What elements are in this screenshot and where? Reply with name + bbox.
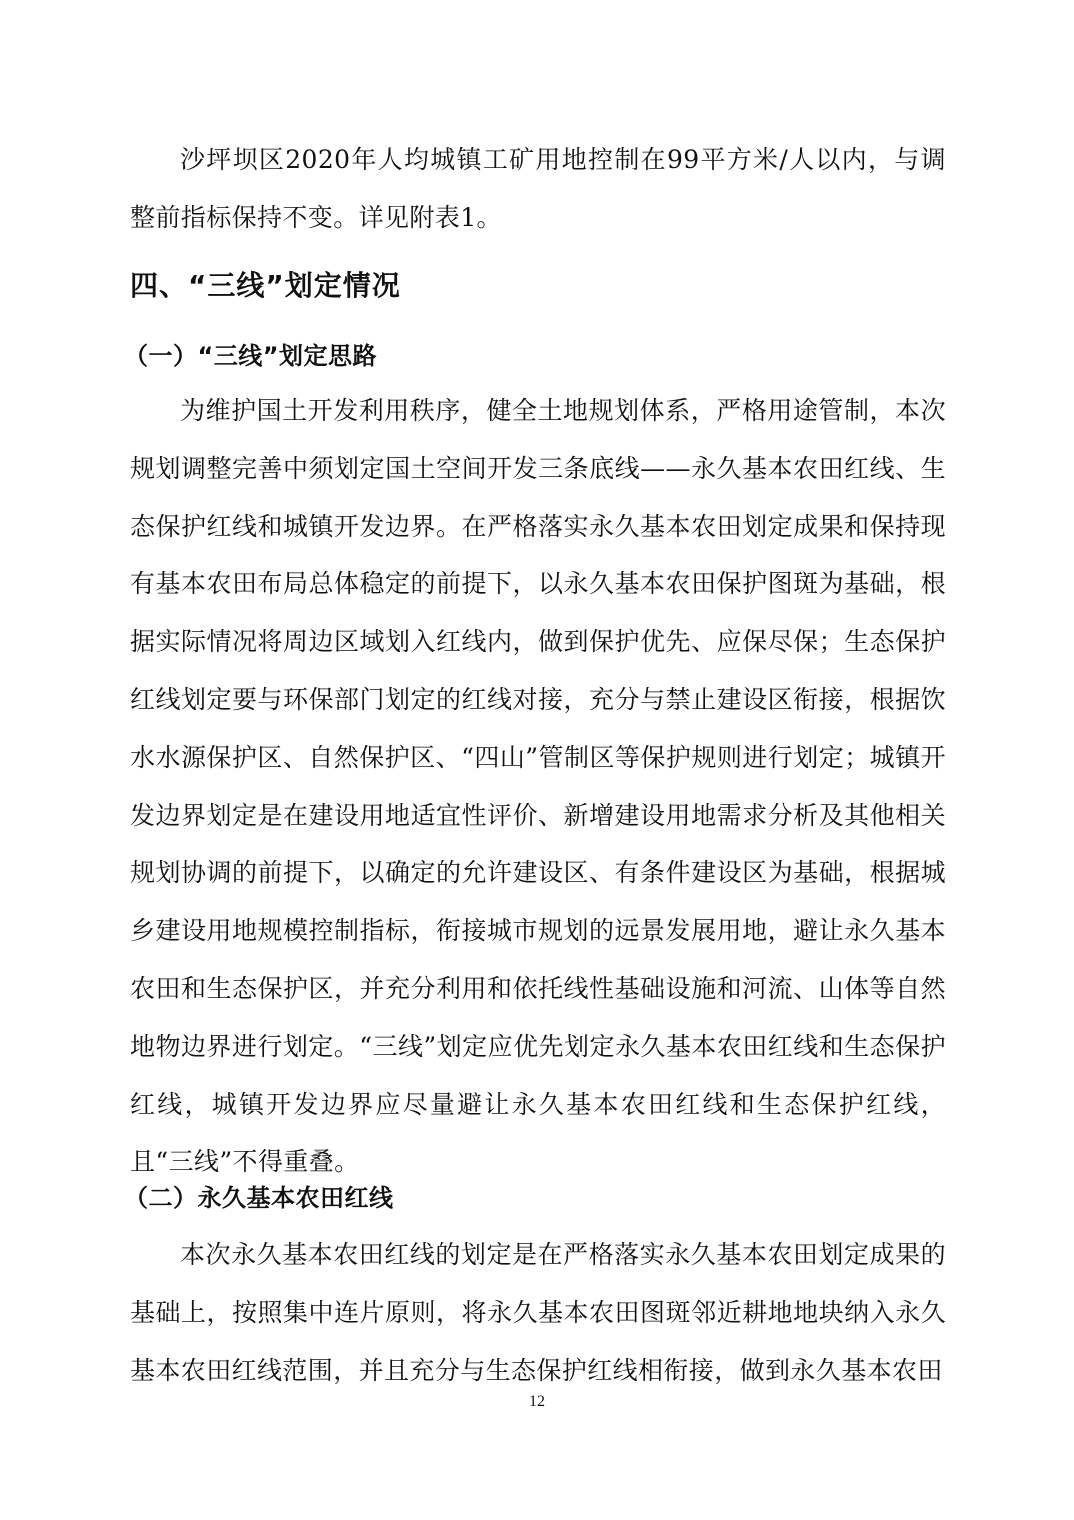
- page-number: 12: [529, 1393, 545, 1410]
- section-heading-4: 四、“三线”划定情况: [130, 269, 401, 302]
- subsection-heading-4-1: （一）“三线”划定思路: [124, 342, 378, 370]
- subsection-4-1-paragraph: 为维护国土开发利用秩序，健全土地规划体系，严格用途管制，本次规划调整完善中须划定国土空间开发三条底线——永久基本农田红线、生态保护红线和城镇开发边界。在严格落实永久基本农田划定成果和保持现有基本农田布局总体稳定的前提下，以永久基本农田保护图斑为基础，根据实际情况将周边区域划入红线内，做到保护优先、应保尽保；生态保护红线划定要与环保部门划定的红线对接，充分与禁止建设区衔接，根据饮水水源保护区、自然保护区、“四山”管制区等保护规则进行划定；城镇开发边界划定是在建设用地适宜性评价、新增建设用地需求分析及其他相关规划协调的前提下，以确定的允许建设区、有条件建设区为基础，根据城乡建设用地规模控制指标，衔接城市规划的远景发展用地，避让永久基本农田和生态保护区，并充分利用和依托线性基础设施和河流、山体等自然地物边界进行划定。“三线”划定应优先划定永久基本农田红线和生态保护红线，城镇开发边界应尽量避让永久基本农田红线和生态保护红线，且“三线”不得重叠。: [130, 396, 946, 1177]
- subsection-heading-4-2: （二）永久基本农田红线: [124, 1184, 394, 1212]
- intro-paragraph: 沙坪坝区2020年人均城镇工矿用地控制在99平方米/人以内，与调整前指标保持不变。详见附表1。: [130, 145, 946, 232]
- subsection-4-2-paragraph: 本次永久基本农田红线的划定是在严格落实永久基本农田划定成果的基础上，按照集中连片原则，将永久基本农田图斑邻近耕地地块纳入永久基本农田红线范围，并且充分与生态保护红线相衔接，做到永久基本农田: [130, 1240, 946, 1385]
